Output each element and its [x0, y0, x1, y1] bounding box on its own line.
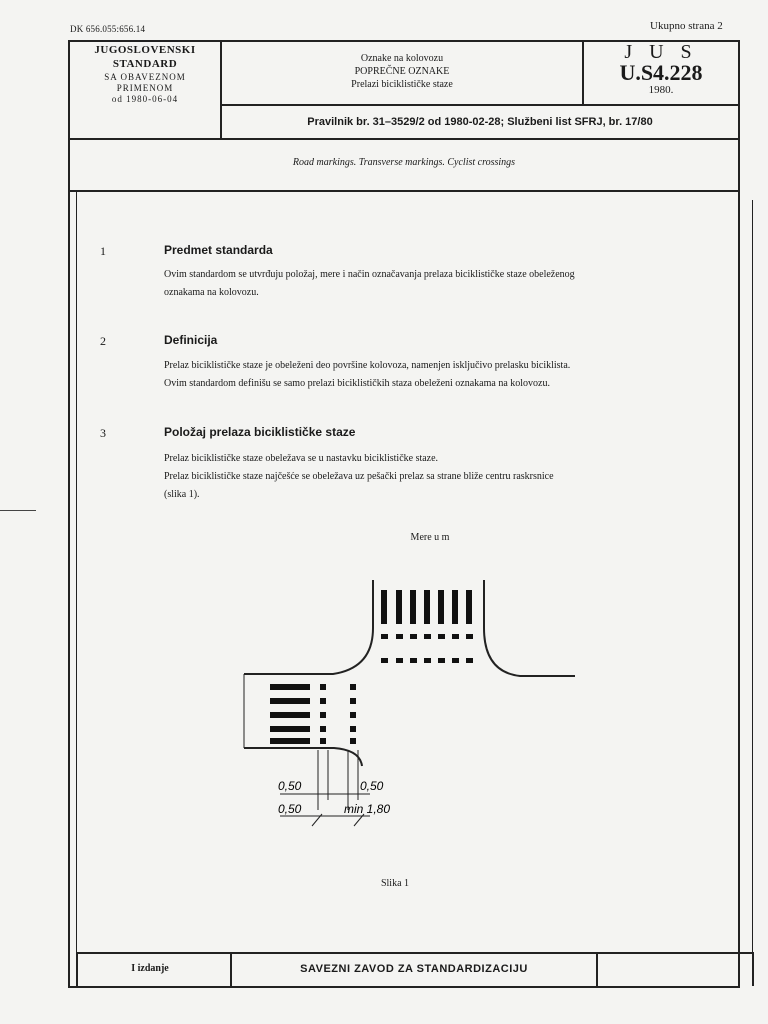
cyclist-marks-left	[320, 684, 356, 744]
section-2-line-2: Ovim standardom definišu se samo prelazi biciklističkih staza obeleženi oznakama na kolovozu.	[164, 378, 550, 389]
jus-year: 1980.	[648, 84, 674, 96]
standard-date: od 1980-06-04	[111, 94, 179, 104]
publisher: SAVEZNI ZAVOD ZA STANDARDIZACIJU	[300, 963, 528, 975]
header-hline-3	[68, 190, 740, 192]
crossing-figure	[230, 570, 590, 840]
section-1-line-2: oznakama na kolovozu.	[164, 287, 259, 298]
section-3-text	[164, 450, 724, 504]
title-line-3: Prelazi biciklističke staze	[351, 79, 453, 90]
jus-code: U.S4.228	[619, 60, 703, 85]
section-2-line-1: Prelaz biciklističke staze je obeleženi deo površine kolovoza, namenjen isključivo prelasku biciklista.	[164, 360, 571, 371]
dk-number: DK 656.055:656.14	[70, 24, 146, 34]
body-right-line	[752, 200, 753, 952]
regulation-reference: Pravilnik br. 31–3529/2 od 1980-02-28; Službeni list SFRJ, br. 17/80	[307, 116, 653, 128]
section-3-line-3: (slika 1).	[164, 489, 200, 500]
cyclist-marks-top	[381, 634, 473, 663]
zebra-left	[270, 684, 310, 744]
title-line-2: POPREČNE OZNAKE	[354, 66, 450, 77]
section-1-text	[164, 266, 724, 302]
jus-label: J U S	[624, 41, 698, 63]
footer-right-edge	[752, 952, 754, 986]
dim-label-1: 0,50	[278, 779, 302, 793]
section-1-line-1: Ovim standardom se utvrđuju položaj, mere i način označavanja prelaza biciklističke staze obeleženog	[164, 269, 575, 280]
body-left-line	[76, 190, 77, 952]
margin-mark	[0, 510, 36, 511]
figure-units: Mere u m	[410, 532, 450, 543]
header-hline-1	[220, 104, 740, 106]
english-title: Road markings. Transverse markings. Cyclist crossings	[292, 157, 516, 168]
dim-label-3: 0,50	[278, 802, 302, 816]
title-line-1: Oznake na kolovozu	[360, 53, 444, 64]
road-edge-right-corner	[484, 580, 575, 676]
section-3-line-1: Prelaz biciklističke staze obeležava se u nastavku biciklističke staze.	[164, 453, 439, 464]
figure-caption: Slika 1	[380, 878, 410, 889]
standard-line-2: STANDARD	[112, 57, 178, 70]
jus-block	[584, 42, 738, 96]
standard-line-3: SA OBAVEZNOM	[104, 71, 186, 82]
header-hline-2	[68, 138, 740, 140]
standard-line-1: JUGOSLOVENSKI	[94, 44, 196, 56]
road-edge-bottom	[244, 748, 362, 766]
section-1-number: 1	[100, 244, 106, 258]
section-3-line-2: Prelaz biciklističke staze najčešće se obeležava uz pešački prelaz sa strane bliže centru raskrsnice	[164, 471, 554, 482]
section-3-title: Položaj prelaza biciklističke staze	[164, 425, 356, 439]
road-edge-left-corner	[244, 580, 373, 674]
section-3-number: 3	[100, 426, 106, 440]
section-2-number: 2	[100, 334, 106, 348]
section-1-title: Predmet standarda	[164, 243, 273, 257]
zebra-top	[381, 590, 472, 624]
dim-label-4: min 1,80	[344, 802, 391, 816]
standard-status	[70, 44, 220, 105]
standard-line-4: PRIMENOM	[116, 82, 174, 93]
edition: I izdanje	[131, 963, 169, 974]
section-2-title: Definicija	[164, 333, 218, 347]
dim-label-2: 0,50	[360, 779, 384, 793]
footer-top-line	[76, 952, 754, 954]
document-frame	[68, 40, 740, 988]
footer-divider-2	[596, 952, 598, 988]
standard-title	[222, 52, 582, 91]
page-count: Ukupno strana 2	[650, 20, 723, 32]
section-2-text	[164, 357, 724, 393]
